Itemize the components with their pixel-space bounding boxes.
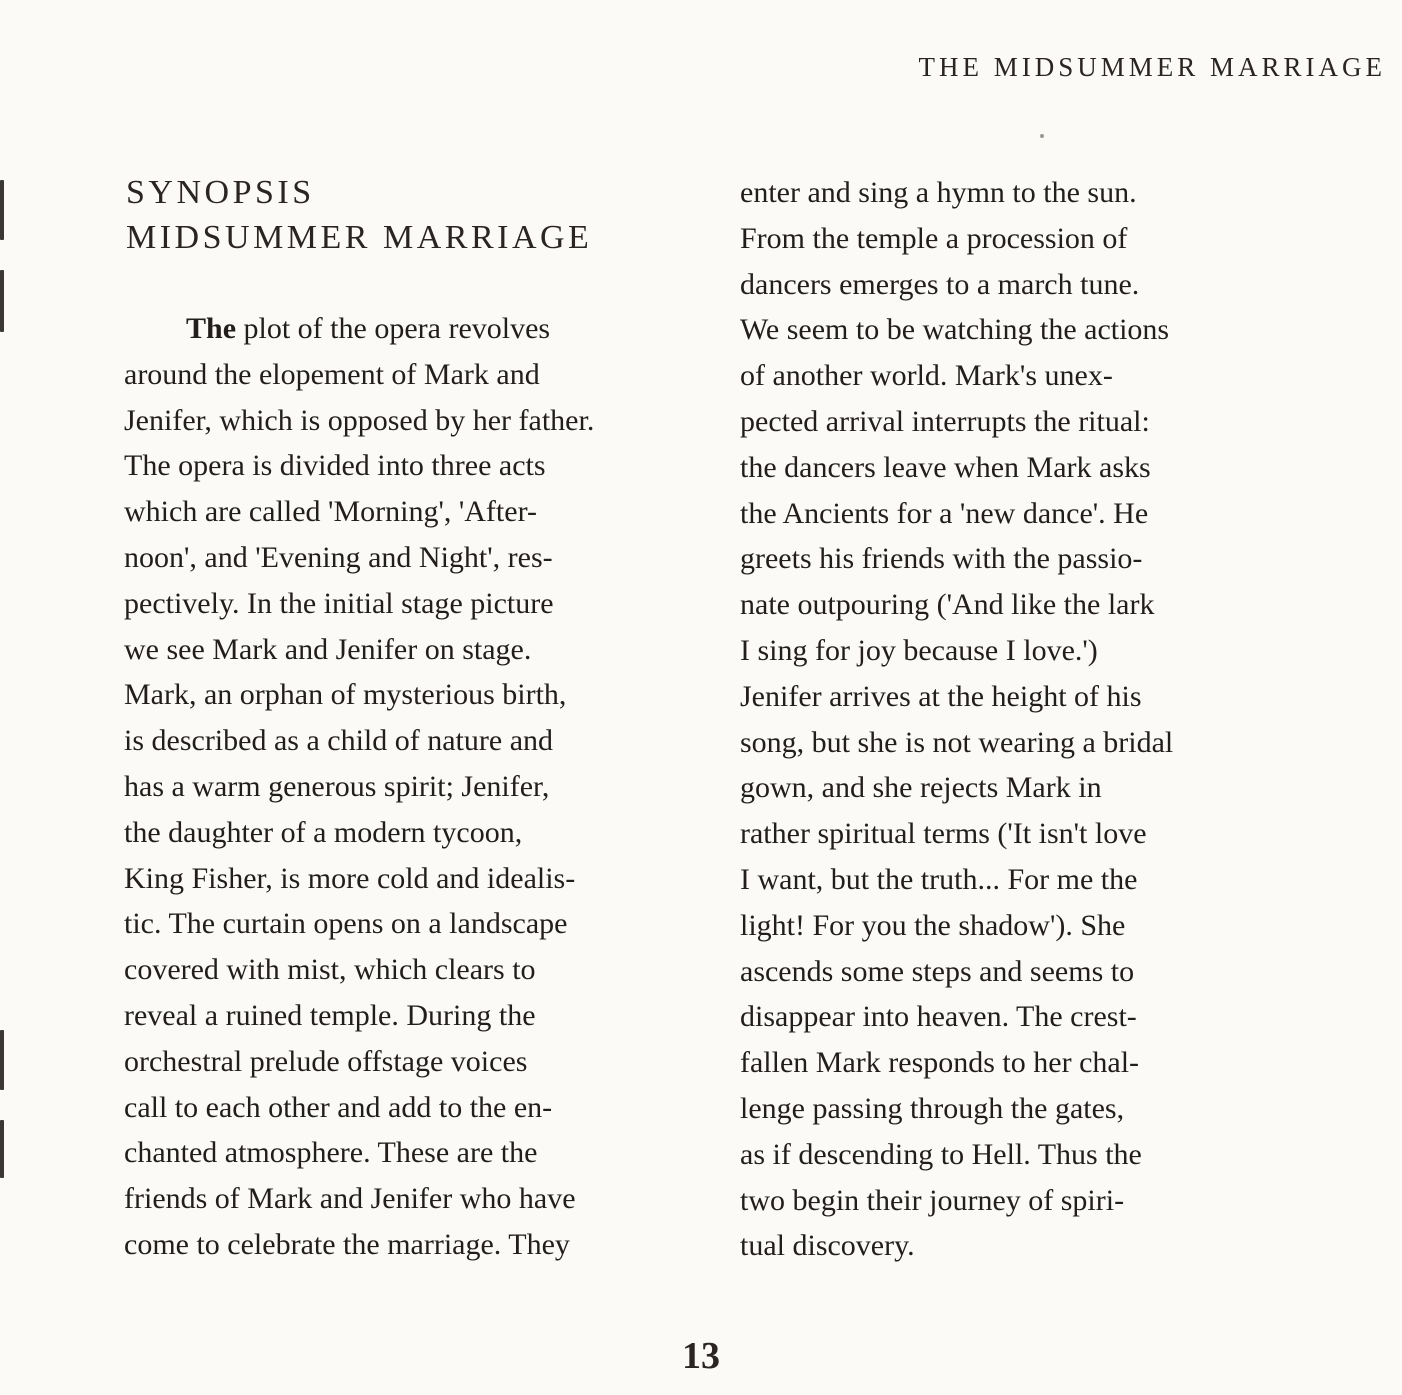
- text-line: noon', and 'Evening and Night', res-: [124, 540, 553, 574]
- text-line: greets his friends with the passio-: [740, 542, 1143, 576]
- running-header: THE MIDSUMMER MARRIAGE: [918, 52, 1386, 82]
- binding-staple-mark: [0, 1030, 4, 1090]
- text-line: ascends some steps and seems to: [740, 954, 1135, 988]
- text-line: rather spiritual terms ('It isn't love: [740, 817, 1147, 851]
- text-line: tual discovery.: [740, 1229, 915, 1263]
- text-line: two begin their journey of spiri-: [740, 1183, 1125, 1217]
- text-line: The opera is divided into three acts: [124, 449, 546, 483]
- first-line: [124, 306, 594, 352]
- first-line-rest: plot of the opera revolves: [236, 312, 551, 345]
- text-line: dancers emerges to a march tune.: [740, 267, 1140, 301]
- binding-staple-mark: [0, 1120, 4, 1178]
- text-line: Jenifer arrives at the height of his: [740, 679, 1142, 713]
- text-line: orchestral prelude offstage voices: [124, 1044, 528, 1078]
- left-text-column: [124, 306, 594, 1268]
- text-line: is described as a child of nature and: [124, 724, 554, 758]
- text-line: chanted atmosphere. These are the: [124, 1136, 538, 1170]
- text-line: covered with mist, which clears to: [124, 953, 536, 987]
- heading-line-synopsis: SYNOPSIS: [126, 174, 315, 211]
- text-line: pected arrival interrupts the ritual:: [740, 404, 1150, 438]
- text-line: enter and sing a hymn to the sun.: [740, 176, 1137, 209]
- paper-speck: [1040, 134, 1044, 138]
- text-line: call to each other and add to the en-: [124, 1090, 553, 1124]
- text-line: light! For you the shadow'). She: [740, 908, 1126, 942]
- text-line: as if descending to Hell. Thus the: [740, 1137, 1142, 1171]
- text-line: has a warm generous spirit; Jenifer,: [124, 769, 550, 803]
- text-line: pectively. In the initial stage picture: [124, 586, 554, 620]
- text-line: of another world. Mark's unex-: [740, 359, 1113, 393]
- text-line: tic. The curtain opens on a landscape: [124, 907, 568, 941]
- text-line: Jenifer, which is opposed by her father.: [124, 403, 595, 437]
- text-line: we see Mark and Jenifer on stage.: [124, 632, 532, 666]
- page-number: 13: [682, 1335, 720, 1377]
- text-line: lenge passing through the gates,: [740, 1091, 1125, 1125]
- text-line: I sing for joy because I love.'): [740, 633, 1098, 667]
- text-line: From the temple a procession of: [740, 221, 1128, 255]
- text-line: We seem to be watching the actions: [740, 313, 1170, 347]
- text-line: fallen Mark responds to her chal-: [740, 1046, 1140, 1080]
- text-line: around the elopement of Mark and: [124, 357, 540, 391]
- text-line: the dancers leave when Mark asks: [740, 450, 1151, 484]
- heading-line-title: MIDSUMMER MARRIAGE: [126, 219, 593, 256]
- text-line: King Fisher, is more cold and idealis-: [124, 861, 576, 895]
- text-line: nate outpouring ('And like the lark: [740, 588, 1155, 622]
- text-line: song, but she is not wearing a bridal: [740, 725, 1174, 759]
- text-line: the Ancients for a 'new dance'. He: [740, 496, 1149, 530]
- text-line: Mark, an orphan of mysterious birth,: [124, 678, 567, 712]
- synopsis-heading: [126, 170, 592, 260]
- text-line: reveal a ruined temple. During the: [124, 998, 536, 1032]
- text-line: come to celebrate the marriage. They: [124, 1227, 570, 1261]
- binding-staple-mark: [0, 270, 4, 332]
- text-line: gown, and she rejects Mark in: [740, 771, 1102, 805]
- text-line: friends of Mark and Jenifer who have: [124, 1182, 576, 1216]
- text-line: I want, but the truth... For me the: [740, 862, 1138, 896]
- text-line: the daughter of a modern tycoon,: [124, 815, 523, 849]
- text-line: which are called 'Morning', 'After-: [124, 495, 537, 529]
- lead-word: The: [186, 312, 237, 345]
- binding-staple-mark: [0, 180, 4, 240]
- text-line: disappear into heaven. The crest-: [740, 1000, 1137, 1034]
- right-text-column: [740, 170, 1173, 1269]
